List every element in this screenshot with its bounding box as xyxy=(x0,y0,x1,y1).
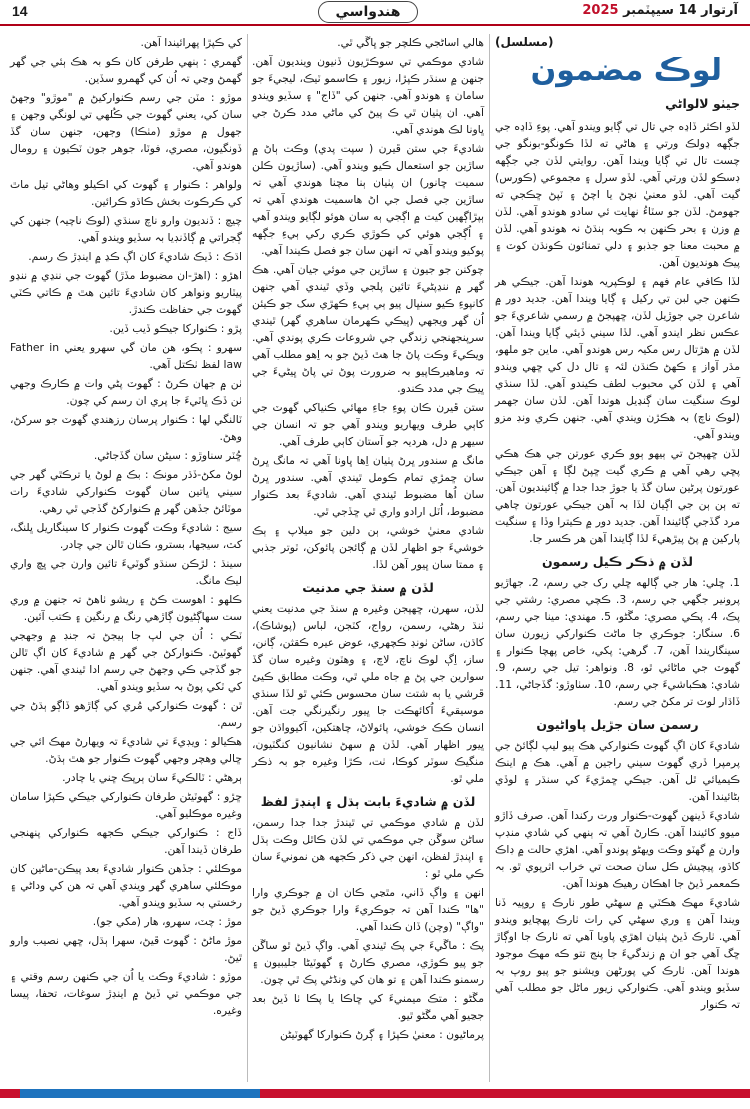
paragraph: پرماڻيون : معنيٰ ڪپڙا ۽ ڳرڻ ڪنوارکا گهوٽيڻن xyxy=(280,1028,484,1041)
article-title: لوڪ مضمون xyxy=(530,53,722,88)
issue-month: سيپٽمبر xyxy=(623,3,674,18)
paragraph: شادي موڪمي تي سوڪڙيون ڏنيون وينديون آهن. جنهن ۾ سنڌر ڪپڙا، زيور ۽ ڪاسمو ٽيڪ، ليجيءَ جو سامان ۽ هوندو آهي. جنهن کي "ڏاج" ۽ سڏيو ويندو آهي. ان پٺيان ٿي ڪ پيڻ کي ماڻي مدد ڪرڻ جي ڀاونا لڪ هوندي آهي. xyxy=(252,55,484,136)
glossary-entry: چيچ : ڏنديون وارو ناچ سنڌي (لوڪ ناچيہ) جنهن کي ڳجراتي ۾ ڳاڏنڊيا بہ سڏيو ويندو آهي. xyxy=(10,214,242,244)
paragraph: شاديءَ کان اڳ گهوٽ ڪنوارکي هڪ ٻيو ليپ لڳائڻ جي پرمپرا ڏري گهوٽ سيني راجين ۾ آهي. هڪ ۾ اينڪ ڪيميائي ٿل آهن. جيڪي ڇمڙيءَ کي سنڌر ۽ لوڏي بڻائيندا آهن. xyxy=(495,739,740,803)
author-byline: جيٺو لالواڻي xyxy=(665,96,740,111)
glossary-entry: ٿن : گهوٽ ڪنوارکي مُري کي ڳاڙهو ڏاڳو ٻڌڻ جي رسم. xyxy=(10,699,242,729)
glossary-entry: موڙ ماڻڻ : گهوٽ ڦيڻ، سهرا ٻڌل، ڇهي نصيب وارو ٿيڻ. xyxy=(10,934,242,964)
glossary-entry: هڪيالو : ويڊيءَ تي شاديءَ تہ ويهارڻ مهڪ ائي جي ڇالي وهچر وجهي گهوٽ ڪنوار جو هٿ ٻڌڻ. xyxy=(10,735,242,765)
glossary-entry: ٽڪي : اُن جي لپ جا ٻيجڻ تہ جنڊ ۾ وجهجي گهوٽيڻ. ڪنوارکڻ جي گهر ۾ شاديءَ کان اڳ ٿالن جو گڏجي ڪي وجهڻ جي رسم ادا ٿيندي آهي. جنهن کي ٽکي پوڻ بہ سڏيو ويندو آهي. xyxy=(10,629,242,693)
column-divider xyxy=(489,34,490,1082)
issue-day: آرتوار xyxy=(701,3,738,18)
glossary-entry: ڇڙو : گهوٽيڻن طرفان ڪنوارکي جيڪي ڪپڙا سامان وغيره موڪليو آهي. xyxy=(10,790,242,820)
paragraph: مانگ ۾ سندور ڀرڻ پٺيان اِها ڀاونا آهي تہ مانگ ڀرڻ سان ڇمڙي تمام ڪومل ٿيندي آهي. سندور ڀرڻ سان اُها مضبوط ٿيندي آهي. شاديءَ بعد ڪنوار مضبوط، اُٽل ارادو واري ٿي ڇڏجي ٿي. xyxy=(252,454,484,518)
column-right xyxy=(495,34,740,1015)
page-number: 14 xyxy=(12,3,28,19)
issue-year: 2025 xyxy=(582,3,619,18)
section-heading: لڏن ۾ سنڌ جي مدنيت xyxy=(302,580,434,595)
glossary-entry: اهڙو : (اهڙ-ان مضبوط مڏڙ) گهوٽ جي ننڍي ۾ ننڍو پيٽاريو ونواهر کان شاديءَ تائين هٿ ۾ ڪاتي ڪٽي گهوٽ جي حفاظت ڪندڙ. xyxy=(10,269,242,316)
glossary-entry: اڌڪ : ڏيڪ شاديءَ کان اڳ ڪڍ ۾ اينڊڙ ڪ رسم. xyxy=(28,250,242,263)
glossary-entry: ٻرهڻي : ٽالڪيءَ سان ٻرپڪ ڇني يا چادر. xyxy=(62,771,242,784)
paragraph: پڪ : ماڱيءَ جي پڪ ٿيندي آهي. واڳ ڏيڻ ٿو ساڱن جو پيو ڪوڙي، مصري ڪارڻ ۽ گهوٽيڻا جليبيون ۽ رسمنو ڪندا آهن ۽ تو هان کي ونڈڻي پڪ ٿي چون. xyxy=(252,939,484,986)
column-middle xyxy=(252,34,484,1045)
paragraph: لڏن، سهرن، ڇهپجن وغيره ۾ سنڌ جي مدنيت يعني ٺنڌ رهڻي، رسمن، رواج، کٽجن، لباس (پوشاڪ)، کاڌن، ساڻن ٺونڊ ڪچهري، عوض عيره ڪقثن، ڳانن، ساز، اِڳ لوڪ ناچ، لاچ، ۽ وهٽون وغيره سان گڏ سوارين جي پڻ ۾ جاه ملي ٿي، وڪت مطابق ڪيئ ڦرشي يا ٻه شتت سان محسوس ڪئي ٿو لڏا سنڌي موسيقيءَ اُکائهڪت جا ڀيور رنگيرنگي جت آهن. انسان ڪڪ خوشي، پائولاڻ، چاهتکين، آکيوواڌن جو ڀيور اظهار آهي. لڏن ۾ سهڻ نشانيون کنگٽيون، منگيڪ سوٽر کوڪا، ٺت، ڪڙا وغيره جو بہ ذڪر ملي ٿو. xyxy=(252,602,484,785)
glossary-entry: موڙو : مٽن جي رسم ڪنوارکيڻ ۾ "موڙو" وجهڻ سان کي، يعني گهوٽ جي ڪُلهي تي لونگي وجهن ۽ جهول ۾ موڙو (مٺڪا) وجهن، جنهن سان گڏ ڏونگيون، مصري، فوٽا، جوهر جون ٽڪيون ۽ رومال هوندو آهي. xyxy=(10,91,242,172)
glossary-entry: ٺن ۾ جهان ڪرڻ : گهوٽ پڻي وات ۾ ڪارڪ وجهي ٺن ڏڪ ڀاٽيءَ جا پري ان رسم کي چون. xyxy=(10,377,242,407)
paragraph: ستن ڦيرن ڪان پوءِ جاءِ مهائي ڪنياکي گهوٽ جي کاٻي طرف ويهاريو ويندو آهي جو تہ انسان جي سيهر ۾ دل، هرديہ جو آستان کاٻي طرف آهي. xyxy=(252,401,484,448)
glossary-entry: ڏاج : ڪنوارکي جيڪي ڪجهه ڪنوارکي پنهنجي طرفان ڏيندا آهن. xyxy=(10,826,242,856)
glossary-entry: ڪلهو : اهوست ڪڻ ۽ ريشو ٺاهڻ تہ جنهن ۾ وري ست سهاڳڻيون ڳاڙهي رنگ ۾ رنگين ۽ ڪتب آئين. xyxy=(10,593,242,623)
glossary-entry: لوڻ مکڻ-ڏڌر مونڪ : بڪ ۾ لوڻ يا ترڪٿي گهر جي سيني ڀاتين سان گهوٽ ڪنوارکي شاديءَ رات موٽائڻ جڏهن گهر ۾ ڪنوارکڻ گڏجي ٿي رهي. xyxy=(10,468,242,515)
paragraph: کي ڪپڙا پهرائيندا آهن. xyxy=(140,36,242,49)
footer-bar-blue xyxy=(20,1089,260,1098)
paragraph: شادي معنيٰ خوشي، ٻن دلين جو ميلاپ ۽ ٻڪ خوشيءَ جو اظهار لڏن ۾ ڳائجن پائوکن، ٽوتر جذبي ۽ ممتا سان ڀيور آهن لڏا. xyxy=(252,524,484,571)
title-box xyxy=(495,53,740,93)
glossary-entry: سهرو : پڪو، هن مان گي سهرو يعني Father in law لفظ ٺڪتل آهي. xyxy=(10,341,242,371)
section-heading: رسمن سان جڙيل پاواڻيون xyxy=(536,717,699,732)
glossary-entry: گهمري : ٻنهي طرفن کان ڪو بہ هڪ ٻئي جي گهر گهمڻ وڃي تہ اُن کي گهمرو سڏين. xyxy=(10,55,242,85)
issue-date xyxy=(582,3,738,18)
glossary-entry: موڪلئي : جڏهن ڪنوار شاديءَ بعد پيڪن-ماڻين کان موڪلئي ساهري گهر ويندي آهي تہ هن کي وداڻي ۽ رخستي بہ سڏيو ويندو آهي. xyxy=(10,862,242,909)
column-left xyxy=(10,34,242,1021)
header-rule xyxy=(0,24,750,26)
page-header xyxy=(0,0,750,24)
section-heading: لڏن ۾ ذڪر ڪيل رسمون xyxy=(542,554,693,569)
series-tag: (مسلسل) xyxy=(495,35,554,49)
rituals-list: 1. ڇلي: هار جي ڳالهه ڇلي رک جي رسم، 2. جهاڙيو پرونير جگهي جي رسم، 3. ڪچي مصري: رشتي جي پڪ، 4. پڪي مصري: مڱڻو، 5. مهندي: مينا جي رسم، 6. سنگار: جوڪري جا ماڻٽ ڪنوارکي زيورن سان سينگاريندا آهن، 7. گرهي: پکي، خاص پهچا ڪنوار ۽ گهوٽ جي ماڻائي ٿو، 8. ونواهر: تيل جي رسم، 9. شادي: هڪباشيءَ جي رسم، 10. سٺاوڙو: گڏجاڻي، 11. ڏاڌار لوٽ تر مکڻ جي رسم. xyxy=(495,576,741,708)
paragraph: شاديءَ جي ستن ڦيرن ( سپت پدي) وڪت ٻاڻ ۾ ساڙين جو استعمال ڪيو ويندو آهي. (ساڙيون ڪلن سميت ڇانور) ان پٺيان ٻنا مچنا هوندي آهي تہ ساڙين جي فصل جي اڻ هاسميت هوندي آهي تہ ٻپڙاڳهين کيت ۾ اڳجي ٻه سان هوئو لڳايو ويندو آهي ۽ اُڳجي هوئي کي ڪوڙي ڪري رکي ٻيءِ جڳهه پوکيو ويندو آهي تہ انهن سان جو فصل ڪيندا آهي. xyxy=(252,142,484,257)
paragraph: مڱڻو : متڪ ميمنيءَ کي ڇاڪا يا پڪا ٺا ڏيڻ بعد جڃيو آهي مڱڻو ٿيو. xyxy=(252,992,484,1022)
paragraph: شاديءَ ڏينهن گهوٽ-ڪنوار ورت رکندا آهن. صرف ڏاڙو ميوو کائيندا آهن. ڪارڻ آهي تہ ٻنهي کي شادي منڊپ وارن ۾ گهٽو وڪت ويهڻو پوندو آهي. اهڙي حالت ۾ ڊاڪ کاڌو، پيچيش ڪل سان صحت تي خراب اثرپوي ٿو. بہ ڪمعمر ڏيڻ جا اهڪان رهيڪ هوندا آهن. xyxy=(495,809,740,890)
paragraph: چوکنن جو جيون ۽ ساڙين جي موئي جيان آهي. هڪ گهر ۾ ننڍپڻيءَ تائين پلجي وڏي ٿيندي آهي جنهن کانپوءِ ڪيو سنڀال پيو ٻي ٻيءِ ڪهڙي سک جو ڪيئن اُن گهر ويجهي (ڀيڪي ڪهرمان ساهري گهر) ٿيندي سرپنجهنجي زندگي جي شروعات ڪري پوندي آهي. ويڪيءَ وڪت پاڻ جا هٿ ڏيڻ جو بہ اِهو مطلب آهي تہ وماهيرڪاپيو بہ ضرورت پوڻ تي پاڻ ڀيڻيءَ جي ڀيڪ جي مدد ڪندو. xyxy=(252,263,484,395)
paragraph: لڏن ڇهپجڻ تي ٻيهو ٻوو ڪري عورتن جي هڪ هڪي پڇي رهي آهي ۾ ڪري گيت ڇپڻ لڳا ۽ آهن جيڪي عورتون پرڻين سان گڏ يا جوڙ جدا جدا ۾ ڳائينديون آهن. ته ٻن ٻن جي اڳيان لڏا بہ آهن جيڪي عورتون چاهي مرد گڏجي ڳائيندا آهن. جديد دور ۾ ڪيترا وڏا ۽ سنگيت پارکين ۾ پڻ پيڙهيءَ لڏا ڳايندا آهن هر ڪسر جا. xyxy=(495,447,740,545)
column-divider xyxy=(247,34,248,1082)
paragraph: لڏو اڪثر ڏاڍه جي تال تي ڳايو ويندو آهي. پوءِ ڏاڍه جي جڳهه ڍولڪ ورتي ۽ هاڻي ته لڏا ڪونگو-بونگو جي چست تال تي ڳايا ويندا آهن. روايتي لڏن جي جڳهه ڊسڪو لڏن ورتي آهي. لڏو سرل ۽ مجموعي (ڪورس) گيت آهي. لڏو معنيٰ نچڻ يا اچڻ ۽ ٽپڻ ڇڪجي ته جهومڻ. لڏن جو سٽاءُ نهايت ئي سادو هوندو آهي. لڏن ۾ وزن ۽ بحر ڪنهن بہ ڪوبہ ٻنڌڻ نہ هوندو آهي. لڏن ۾ محبت معنا جو جذبو ۽ دلي تمنائون ڪونڌن کوٽ ۽ پيڪ هونديون آهن. xyxy=(495,120,740,269)
issue-date-number: 14 xyxy=(678,3,697,18)
glossary-entry: ولواهر : ڪنوار ۽ گهوٽ کي اڪيلو وهاڻي تيل ماٿ کي ڪرڪوٽ بخش ڪاڌو ڪرائين. xyxy=(10,178,242,208)
glossary-entry: سيج : شاديءَ وڪت گهوٽ ڪنوار کا سينگاريل ڀلنگ، کٽ، سيجها، بسترو، ڪنان ٿالن جي چادر. xyxy=(10,521,242,551)
paragraph: شاديءَ مهڪ هڪٽي ۾ سهڻي طور نارڪ ۽ روپيہ ڏنا ويندا آهن ۽ وري سهڻي کي رات ٺارڪ پهچايو ويندو آهي. ٺارڪ ڏيڻ پٺيان اهڙي پاوبا آهي ته ٺارڪ جا اوڳاڙ ڇگ آهي جو ان ۾ زندگيءَ جا پنج تتو ڪه مهڪ موجود هوندا آهن. ٺارڪ کي پورڻهن ويشنو جو پيو روپ بہ سڏيو ويندو آهي. ڪنوارکي زيور ماڻل جو مطلب آهي تہ ڪنوار xyxy=(495,896,740,1011)
paragraph: لڏا ڪافي عام فهم ۽ لوڪپريہ هوندا آهن. جيڪي هر ڪنهن جي لبن تي رکيل ۽ ڳايا ويندا آهن. جديد دور ۾ شاعرن جي جوڙيل لڏن، ڇهپجڻ ۾ رسمي شاعريءَ جو عڪس نظر ايندو آهي. لڏا سيني ڏيئي ڳايا ويندا آهن. لڏن ۾ هڙتال رس مکيہ رس هوندو آهي. ماين جو ملهو، مڌر آواز ۽ ڪهڻ ڪنڌن لئہ ۽ تال دل کي ڇهي ويندو آهي ۽ لڏن کي محبوب لطف ڪيندو آهي. لڏا سنڌي لوڪ سنگيت سان ڳنڍيل هوندا آهن. لڏن سان جهمر (لوڪ ناچ) بہ هڪڙن ويندي آهي. جنهن ڪري ونڊ مزو ويندو آهي. xyxy=(495,275,740,441)
glossary-entry: موڙو : شاديءَ وڪت يا اُن جي ڪنهن رسم وقتي ۽ جي موڪمي تي ڏيڻ ۾ اينڊڙ سوغات، تحفا، پيسا وغيره. xyxy=(10,970,242,1017)
glossary-entry: ٽالنگي لها : ڪنوار پرسان رزهندي گهوٽ جو سرکڻ، وهڻ. xyxy=(10,413,242,443)
paragraph: لڏن ۾ شادي موڪمي تي ٿيندڙ جدا جدا رسمن، ساڻن سوڱن جي موڪمي تي لڏن ڪاٿل وڪت ٻڌل ۽ اپنڊڙ لفظن، انهن جي ذکر ڪجهه هن نمونيءَ سان ڪي ملي ٿو : xyxy=(252,816,484,880)
paragraph: انهن ۽ واڳ ڏاني، مٿڃي ڪان ان ۾ جوڪري وارا "ها" ڪندا آهن تہ جوڪريءَ وارا جوڪري ڏيڻ جو "واڳ" (وچن) ڏان ڪندا آهي. xyxy=(252,886,484,933)
glossary-entry: ڇُٽر سناوڙو : سيڻن سان گڏجاڻي. xyxy=(93,449,242,462)
paragraph: هالي اساڻجي ڪلچر جو ڀاڱي ٿي. xyxy=(337,36,484,49)
glossary-entry: سينڌ : لڙڪن سنڌو گوٽيءَ تائين وارن جي ڀچ واري ليڪ مانگ. xyxy=(10,557,242,587)
section-heading: لڏن ۾ شاديءَ بابت ٻڌل ۽ اپنڊڙ لفظ xyxy=(260,794,476,809)
glossary-entry: پڙو : ڪنوارکا جيڪو ڏيب ڏين. xyxy=(109,322,242,335)
masthead-logo: هندواسي xyxy=(318,1,418,23)
glossary-entry: موڙ : چٽ، سهرو، هار (مکي جو). xyxy=(92,915,242,928)
